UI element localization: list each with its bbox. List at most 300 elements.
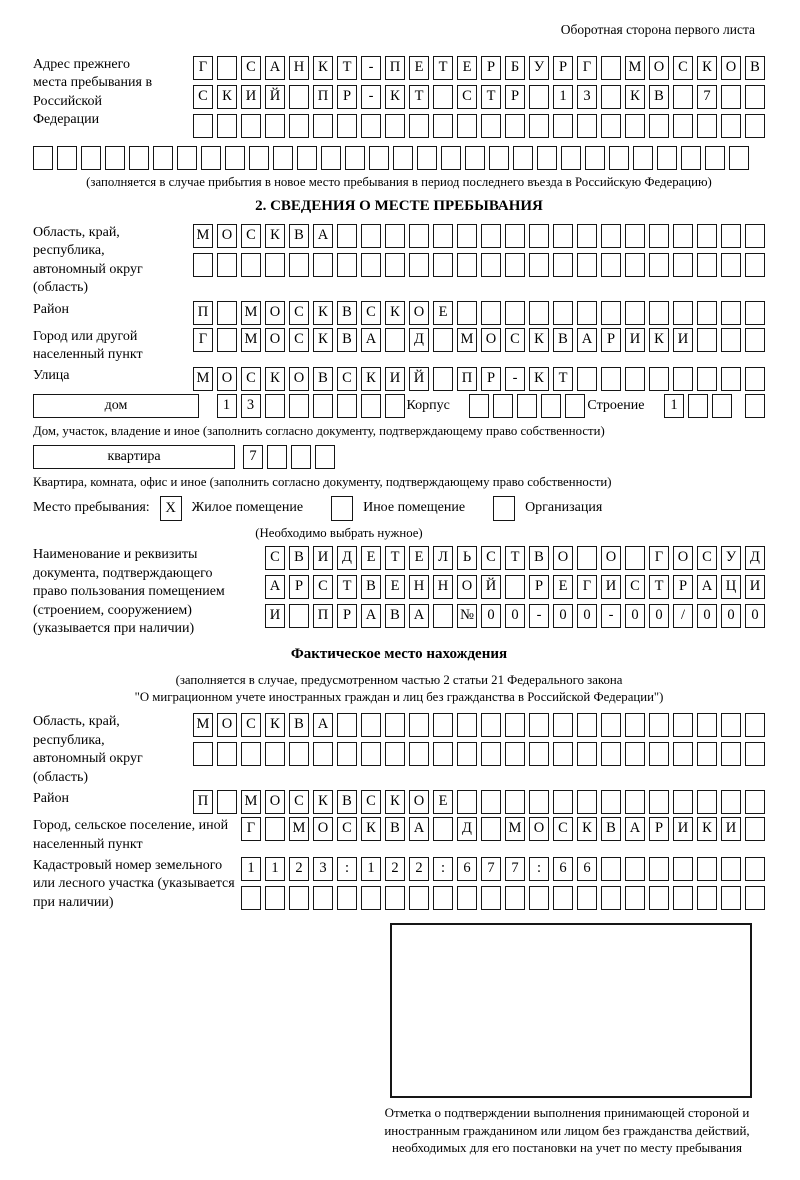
char-cell[interactable] <box>385 253 405 277</box>
char-cell[interactable] <box>649 886 669 910</box>
char-cell[interactable]: 0 <box>745 604 765 628</box>
char-cell[interactable]: 3 <box>313 857 333 881</box>
char-cell[interactable] <box>673 224 693 248</box>
char-cell[interactable] <box>433 114 453 138</box>
char-cell[interactable]: : <box>433 857 453 881</box>
char-cell[interactable] <box>457 114 477 138</box>
char-cell[interactable]: 0 <box>481 604 501 628</box>
char-cell[interactable]: К <box>265 367 285 391</box>
char-cell[interactable] <box>541 394 561 418</box>
char-cell[interactable] <box>385 742 405 766</box>
char-cell[interactable] <box>721 328 741 352</box>
char-cell[interactable]: № <box>457 604 477 628</box>
char-cell[interactable] <box>297 146 317 170</box>
char-cell[interactable]: И <box>385 367 405 391</box>
char-cell[interactable]: М <box>625 56 645 80</box>
char-cell[interactable] <box>505 114 525 138</box>
char-cell[interactable]: О <box>409 790 429 814</box>
char-cell[interactable] <box>721 367 741 391</box>
char-cell[interactable] <box>505 713 525 737</box>
char-cell[interactable] <box>601 713 621 737</box>
char-cell[interactable]: В <box>385 817 405 841</box>
char-cell[interactable]: Е <box>361 546 381 570</box>
char-cell[interactable] <box>315 445 335 469</box>
char-cell[interactable]: И <box>673 328 693 352</box>
char-cell[interactable] <box>745 328 765 352</box>
char-cell[interactable]: И <box>265 604 285 628</box>
char-cell[interactable]: Т <box>433 56 453 80</box>
char-cell[interactable]: : <box>529 857 549 881</box>
char-cell[interactable]: 2 <box>289 857 309 881</box>
char-cell[interactable]: О <box>649 56 669 80</box>
char-cell[interactable]: С <box>481 546 501 570</box>
char-cell[interactable]: Р <box>553 56 573 80</box>
char-cell[interactable] <box>505 742 525 766</box>
char-cell[interactable] <box>291 445 311 469</box>
char-cell[interactable] <box>721 713 741 737</box>
char-cell[interactable] <box>625 301 645 325</box>
char-cell[interactable]: 1 <box>664 394 684 418</box>
char-cell[interactable]: Т <box>385 546 405 570</box>
char-cell[interactable] <box>241 114 261 138</box>
char-cell[interactable] <box>721 742 741 766</box>
char-cell[interactable] <box>577 790 597 814</box>
char-cell[interactable]: В <box>601 817 621 841</box>
char-cell[interactable] <box>241 886 261 910</box>
char-cell[interactable]: В <box>313 367 333 391</box>
char-cell[interactable] <box>457 713 477 737</box>
char-cell[interactable] <box>601 224 621 248</box>
char-cell[interactable] <box>697 367 717 391</box>
char-cell[interactable] <box>529 301 549 325</box>
char-cell[interactable]: М <box>193 367 213 391</box>
char-cell[interactable] <box>433 224 453 248</box>
char-cell[interactable] <box>313 886 333 910</box>
char-cell[interactable] <box>433 85 453 109</box>
char-cell[interactable]: С <box>241 56 261 80</box>
char-cell[interactable] <box>673 742 693 766</box>
char-cell[interactable]: В <box>289 713 309 737</box>
char-cell[interactable]: Т <box>409 85 429 109</box>
char-cell[interactable] <box>625 713 645 737</box>
char-cell[interactable]: Н <box>409 575 429 599</box>
char-cell[interactable]: А <box>313 713 333 737</box>
char-cell[interactable] <box>457 886 477 910</box>
char-cell[interactable]: М <box>241 301 261 325</box>
char-cell[interactable]: 3 <box>241 394 261 418</box>
stay-type-checkbox-residential[interactable]: X <box>160 496 182 521</box>
char-cell[interactable]: С <box>697 546 717 570</box>
char-cell[interactable] <box>177 146 197 170</box>
char-cell[interactable] <box>265 886 285 910</box>
char-cell[interactable] <box>393 146 413 170</box>
char-cell[interactable]: О <box>721 56 741 80</box>
char-cell[interactable] <box>745 253 765 277</box>
char-cell[interactable] <box>361 713 381 737</box>
char-cell[interactable] <box>585 146 605 170</box>
char-cell[interactable]: Р <box>529 575 549 599</box>
char-cell[interactable] <box>217 56 237 80</box>
char-cell[interactable]: Г <box>649 546 669 570</box>
char-cell[interactable]: В <box>337 328 357 352</box>
char-cell[interactable] <box>225 146 245 170</box>
char-cell[interactable]: В <box>337 301 357 325</box>
char-cell[interactable]: К <box>625 85 645 109</box>
char-cell[interactable] <box>57 146 77 170</box>
char-cell[interactable]: И <box>673 817 693 841</box>
char-cell[interactable]: - <box>529 604 549 628</box>
char-cell[interactable]: Б <box>505 56 525 80</box>
char-cell[interactable] <box>601 253 621 277</box>
char-cell[interactable]: 1 <box>217 394 237 418</box>
char-cell[interactable]: О <box>409 301 429 325</box>
char-cell[interactable] <box>649 742 669 766</box>
char-cell[interactable] <box>601 742 621 766</box>
char-cell[interactable]: Т <box>553 367 573 391</box>
char-cell[interactable] <box>481 742 501 766</box>
char-cell[interactable] <box>697 114 717 138</box>
char-cell[interactable]: Т <box>481 85 501 109</box>
char-cell[interactable] <box>481 253 501 277</box>
char-cell[interactable]: С <box>241 224 261 248</box>
char-cell[interactable] <box>553 224 573 248</box>
char-cell[interactable]: Р <box>649 817 669 841</box>
char-cell[interactable]: О <box>217 367 237 391</box>
char-cell[interactable] <box>481 301 501 325</box>
char-cell[interactable]: К <box>361 367 381 391</box>
char-cell[interactable]: А <box>625 817 645 841</box>
char-cell[interactable]: Н <box>289 56 309 80</box>
char-cell[interactable] <box>457 742 477 766</box>
char-cell[interactable] <box>529 713 549 737</box>
char-cell[interactable] <box>361 742 381 766</box>
char-cell[interactable] <box>553 790 573 814</box>
char-cell[interactable] <box>481 713 501 737</box>
char-cell[interactable] <box>529 224 549 248</box>
char-cell[interactable] <box>361 886 381 910</box>
char-cell[interactable]: Й <box>265 85 285 109</box>
char-cell[interactable] <box>481 790 501 814</box>
char-cell[interactable] <box>745 367 765 391</box>
char-cell[interactable] <box>433 253 453 277</box>
char-cell[interactable]: 0 <box>649 604 669 628</box>
char-cell[interactable] <box>505 790 525 814</box>
char-cell[interactable]: Т <box>337 575 357 599</box>
char-cell[interactable] <box>745 886 765 910</box>
char-cell[interactable] <box>337 114 357 138</box>
char-cell[interactable] <box>649 857 669 881</box>
char-cell[interactable] <box>469 394 489 418</box>
char-cell[interactable]: В <box>289 546 309 570</box>
char-cell[interactable]: А <box>697 575 717 599</box>
char-cell[interactable] <box>267 445 287 469</box>
char-cell[interactable] <box>289 886 309 910</box>
char-cell[interactable]: 1 <box>361 857 381 881</box>
char-cell[interactable]: Г <box>577 56 597 80</box>
char-cell[interactable]: Р <box>481 56 501 80</box>
char-cell[interactable] <box>745 790 765 814</box>
char-cell[interactable]: Т <box>505 546 525 570</box>
char-cell[interactable] <box>745 224 765 248</box>
char-cell[interactable]: 0 <box>721 604 741 628</box>
char-cell[interactable] <box>505 886 525 910</box>
char-cell[interactable]: Д <box>457 817 477 841</box>
char-cell[interactable] <box>369 146 389 170</box>
char-cell[interactable] <box>729 146 749 170</box>
char-cell[interactable] <box>577 546 597 570</box>
char-cell[interactable] <box>433 886 453 910</box>
char-cell[interactable] <box>481 886 501 910</box>
char-cell[interactable] <box>361 114 381 138</box>
char-cell[interactable] <box>409 713 429 737</box>
char-cell[interactable]: С <box>313 575 333 599</box>
char-cell[interactable] <box>193 114 213 138</box>
char-cell[interactable] <box>433 817 453 841</box>
char-cell[interactable]: О <box>217 224 237 248</box>
char-cell[interactable] <box>409 114 429 138</box>
char-cell[interactable]: - <box>361 85 381 109</box>
char-cell[interactable] <box>273 146 293 170</box>
char-cell[interactable]: В <box>745 56 765 80</box>
char-cell[interactable] <box>289 114 309 138</box>
char-cell[interactable]: А <box>577 328 597 352</box>
char-cell[interactable] <box>745 713 765 737</box>
char-cell[interactable] <box>385 224 405 248</box>
char-cell[interactable]: С <box>673 56 693 80</box>
char-cell[interactable]: В <box>385 604 405 628</box>
char-cell[interactable] <box>633 146 653 170</box>
char-cell[interactable]: О <box>529 817 549 841</box>
char-cell[interactable]: 7 <box>697 85 717 109</box>
char-cell[interactable]: М <box>505 817 525 841</box>
char-cell[interactable]: М <box>457 328 477 352</box>
char-cell[interactable] <box>529 790 549 814</box>
char-cell[interactable] <box>385 394 405 418</box>
char-cell[interactable] <box>457 224 477 248</box>
char-cell[interactable]: И <box>721 817 741 841</box>
char-cell[interactable]: И <box>601 575 621 599</box>
char-cell[interactable] <box>265 394 285 418</box>
char-cell[interactable] <box>553 742 573 766</box>
char-cell[interactable]: А <box>409 817 429 841</box>
char-cell[interactable] <box>289 253 309 277</box>
char-cell[interactable]: М <box>241 790 261 814</box>
char-cell[interactable]: К <box>313 328 333 352</box>
char-cell[interactable] <box>513 146 533 170</box>
char-cell[interactable] <box>553 114 573 138</box>
char-cell[interactable]: / <box>673 604 693 628</box>
char-cell[interactable]: К <box>361 817 381 841</box>
char-cell[interactable] <box>433 713 453 737</box>
char-cell[interactable]: О <box>457 575 477 599</box>
char-cell[interactable] <box>481 224 501 248</box>
char-cell[interactable]: 6 <box>457 857 477 881</box>
char-cell[interactable]: 7 <box>243 445 263 469</box>
char-cell[interactable]: О <box>553 546 573 570</box>
char-cell[interactable]: 0 <box>505 604 525 628</box>
char-cell[interactable] <box>493 394 513 418</box>
char-cell[interactable]: П <box>193 790 213 814</box>
char-cell[interactable] <box>577 301 597 325</box>
char-cell[interactable]: Е <box>457 56 477 80</box>
char-cell[interactable]: В <box>337 790 357 814</box>
char-cell[interactable] <box>409 742 429 766</box>
char-cell[interactable] <box>577 114 597 138</box>
char-cell[interactable] <box>649 790 669 814</box>
char-cell[interactable] <box>601 857 621 881</box>
char-cell[interactable]: Е <box>553 575 573 599</box>
char-cell[interactable] <box>457 253 477 277</box>
char-cell[interactable]: Ь <box>457 546 477 570</box>
char-cell[interactable]: К <box>217 85 237 109</box>
char-cell[interactable]: 0 <box>553 604 573 628</box>
char-cell[interactable] <box>577 253 597 277</box>
char-cell[interactable]: Т <box>649 575 669 599</box>
char-cell[interactable]: 3 <box>577 85 597 109</box>
char-cell[interactable]: О <box>481 328 501 352</box>
char-cell[interactable]: А <box>265 56 285 80</box>
char-cell[interactable]: 0 <box>625 604 645 628</box>
char-cell[interactable] <box>721 301 741 325</box>
char-cell[interactable] <box>721 114 741 138</box>
char-cell[interactable] <box>721 857 741 881</box>
char-cell[interactable] <box>577 742 597 766</box>
char-cell[interactable] <box>265 742 285 766</box>
char-cell[interactable] <box>265 114 285 138</box>
char-cell[interactable]: А <box>361 328 381 352</box>
char-cell[interactable]: Й <box>409 367 429 391</box>
char-cell[interactable] <box>673 886 693 910</box>
char-cell[interactable] <box>649 713 669 737</box>
char-cell[interactable] <box>712 394 732 418</box>
char-cell[interactable]: И <box>745 575 765 599</box>
char-cell[interactable]: В <box>361 575 381 599</box>
char-cell[interactable]: Д <box>337 546 357 570</box>
char-cell[interactable]: Г <box>193 56 213 80</box>
char-cell[interactable]: Г <box>241 817 261 841</box>
char-cell[interactable] <box>193 253 213 277</box>
char-cell[interactable] <box>561 146 581 170</box>
char-cell[interactable]: И <box>241 85 261 109</box>
char-cell[interactable]: М <box>241 328 261 352</box>
char-cell[interactable] <box>625 790 645 814</box>
char-cell[interactable] <box>673 114 693 138</box>
char-cell[interactable]: : <box>337 857 357 881</box>
char-cell[interactable] <box>673 713 693 737</box>
char-cell[interactable]: В <box>529 546 549 570</box>
char-cell[interactable]: Т <box>337 56 357 80</box>
char-cell[interactable]: К <box>649 328 669 352</box>
char-cell[interactable]: Д <box>745 546 765 570</box>
char-cell[interactable] <box>337 886 357 910</box>
char-cell[interactable] <box>289 394 309 418</box>
char-cell[interactable] <box>337 224 357 248</box>
char-cell[interactable] <box>529 886 549 910</box>
char-cell[interactable] <box>601 301 621 325</box>
char-cell[interactable] <box>625 857 645 881</box>
char-cell[interactable]: К <box>265 224 285 248</box>
char-cell[interactable]: Д <box>409 328 429 352</box>
char-cell[interactable]: 1 <box>265 857 285 881</box>
char-cell[interactable]: С <box>361 301 381 325</box>
char-cell[interactable] <box>697 790 717 814</box>
char-cell[interactable] <box>657 146 677 170</box>
char-cell[interactable] <box>385 328 405 352</box>
char-cell[interactable]: П <box>385 56 405 80</box>
char-cell[interactable] <box>673 301 693 325</box>
char-cell[interactable] <box>361 224 381 248</box>
char-cell[interactable] <box>217 790 237 814</box>
char-cell[interactable]: Р <box>505 85 525 109</box>
char-cell[interactable] <box>217 301 237 325</box>
char-cell[interactable]: М <box>193 713 213 737</box>
char-cell[interactable] <box>289 604 309 628</box>
char-cell[interactable]: Н <box>433 575 453 599</box>
char-cell[interactable] <box>505 253 525 277</box>
char-cell[interactable] <box>153 146 173 170</box>
char-cell[interactable] <box>241 742 261 766</box>
char-cell[interactable] <box>577 886 597 910</box>
char-cell[interactable] <box>745 301 765 325</box>
char-cell[interactable] <box>217 253 237 277</box>
char-cell[interactable] <box>625 224 645 248</box>
char-cell[interactable]: О <box>265 790 285 814</box>
char-cell[interactable]: 6 <box>553 857 573 881</box>
char-cell[interactable]: О <box>289 367 309 391</box>
char-cell[interactable]: С <box>505 328 525 352</box>
char-cell[interactable] <box>577 367 597 391</box>
char-cell[interactable]: К <box>265 713 285 737</box>
char-cell[interactable]: Г <box>193 328 213 352</box>
char-cell[interactable]: У <box>529 56 549 80</box>
char-cell[interactable] <box>553 713 573 737</box>
char-cell[interactable]: С <box>337 817 357 841</box>
char-cell[interactable]: К <box>697 817 717 841</box>
char-cell[interactable]: М <box>193 224 213 248</box>
char-cell[interactable] <box>105 146 125 170</box>
char-cell[interactable] <box>241 253 261 277</box>
char-cell[interactable]: С <box>289 328 309 352</box>
char-cell[interactable] <box>697 328 717 352</box>
char-cell[interactable]: С <box>241 713 261 737</box>
char-cell[interactable] <box>201 146 221 170</box>
char-cell[interactable] <box>129 146 149 170</box>
char-cell[interactable]: П <box>193 301 213 325</box>
char-cell[interactable] <box>649 301 669 325</box>
char-cell[interactable] <box>265 817 285 841</box>
char-cell[interactable] <box>193 742 213 766</box>
char-cell[interactable]: П <box>313 85 333 109</box>
char-cell[interactable] <box>505 575 525 599</box>
char-cell[interactable] <box>517 394 537 418</box>
char-cell[interactable] <box>601 114 621 138</box>
char-cell[interactable]: К <box>385 301 405 325</box>
char-cell[interactable]: Р <box>481 367 501 391</box>
char-cell[interactable]: Р <box>673 575 693 599</box>
char-cell[interactable] <box>601 85 621 109</box>
stay-type-checkbox-other-premises[interactable] <box>331 496 353 521</box>
char-cell[interactable] <box>745 85 765 109</box>
char-cell[interactable] <box>697 224 717 248</box>
char-cell[interactable] <box>433 604 453 628</box>
char-cell[interactable] <box>649 367 669 391</box>
char-cell[interactable]: 1 <box>241 857 261 881</box>
char-cell[interactable]: О <box>265 328 285 352</box>
char-cell[interactable] <box>409 253 429 277</box>
char-cell[interactable] <box>625 742 645 766</box>
char-cell[interactable]: - <box>361 56 381 80</box>
char-cell[interactable] <box>217 742 237 766</box>
